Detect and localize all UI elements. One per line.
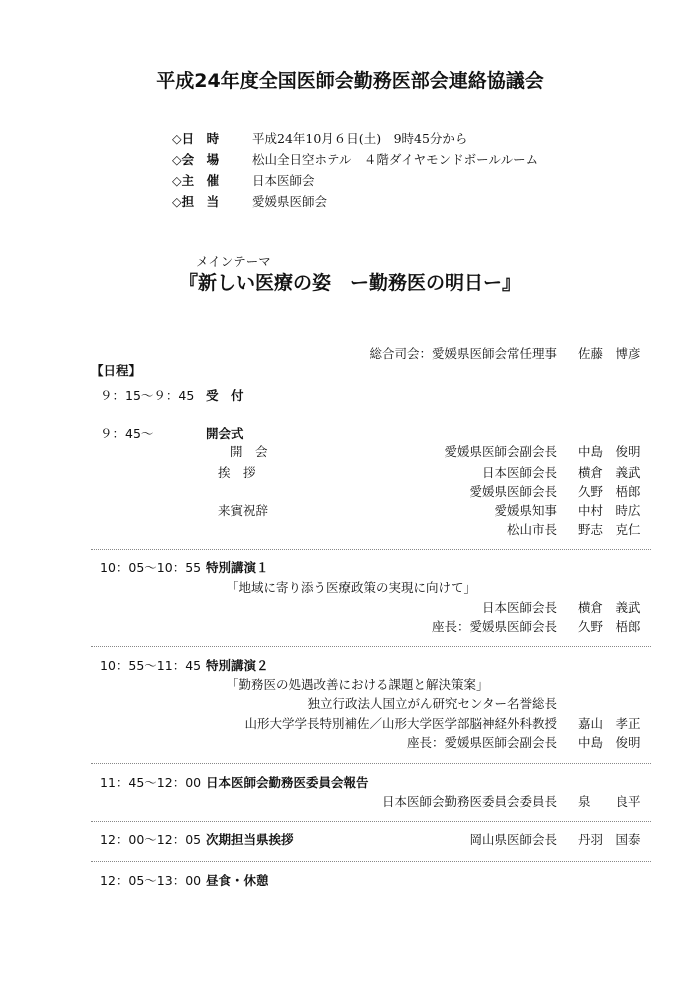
opening-kaikai: 開 会 bbox=[230, 444, 268, 459]
info-value-date: 平成24年10月６日(土) 9時45分から bbox=[252, 131, 468, 146]
info-value-venue: 松山全日空ホテル ４階ダイヤモンドボールルーム bbox=[252, 152, 539, 167]
lecture2-chair-role: 座長：愛媛県医師会副会長 bbox=[406, 735, 557, 750]
opening-role: 愛媛県知事 bbox=[494, 503, 557, 518]
report-label: 日本医師会勤務医委員会報告 bbox=[206, 775, 369, 790]
schedule-header: 【日程】 bbox=[91, 363, 142, 378]
section-divider bbox=[91, 821, 651, 822]
opening-name: 横倉 義武 bbox=[578, 465, 641, 480]
opening-name: 中村 時広 bbox=[578, 503, 641, 518]
report-name: 泉 良平 bbox=[578, 794, 641, 809]
reception-label: 受 付 bbox=[206, 388, 244, 403]
opening-aisatsu: 挨 拶 bbox=[218, 465, 256, 480]
document-title: 平成24年度全国医師会勤務医部会連絡協議会 bbox=[156, 70, 544, 92]
section-divider bbox=[91, 646, 651, 647]
info-value-host: 日本医師会 bbox=[252, 173, 315, 188]
opening-raihin: 来賓祝辞 bbox=[218, 503, 269, 518]
lecture2-chair-name: 中島 俊明 bbox=[578, 735, 641, 750]
greeting-role: 岡山県医師会長 bbox=[469, 832, 557, 847]
greeting-time: 12：00～12：05 bbox=[100, 832, 202, 847]
section-divider bbox=[91, 549, 651, 550]
lunch-time: 12：05～13：00 bbox=[100, 873, 202, 888]
lecture2-label: 特別講演２ bbox=[206, 658, 269, 673]
lecture1-speaker-name: 横倉 義武 bbox=[578, 600, 641, 615]
mc-name: 佐藤 博彦 bbox=[578, 346, 641, 361]
main-theme: 『新しい医療の姿 ー勤務医の明日ー』 bbox=[178, 272, 521, 294]
lecture1-time: 10：05～10：55 bbox=[100, 560, 202, 575]
lecture2-time: 10：55～11：45 bbox=[100, 658, 202, 673]
info-key-host: ◇主 催 bbox=[172, 173, 220, 188]
report-time: 11：45～12：00 bbox=[100, 775, 202, 790]
report-role: 日本医師会勤務医委員会委員長 bbox=[381, 794, 557, 809]
opening-time: ９：45～ bbox=[100, 426, 154, 441]
greeting-label: 次期担当県挨拶 bbox=[206, 832, 294, 847]
opening-name: 中島 俊明 bbox=[578, 444, 641, 459]
lecture2-title: 「勤務医の処遇改善における課題と解決策案」 bbox=[226, 677, 489, 692]
lecture2-speaker-name: 嘉山 孝正 bbox=[578, 716, 641, 731]
info-key-venue: ◇会 場 bbox=[172, 152, 220, 167]
info-key-date: ◇日 時 bbox=[172, 131, 220, 146]
opening-role: 愛媛県医師会長 bbox=[469, 484, 557, 499]
theme-label: メインテーマ bbox=[196, 254, 271, 269]
opening-role: 松山市長 bbox=[506, 522, 557, 537]
lecture1-speaker-role: 日本医師会長 bbox=[481, 600, 557, 615]
greeting-name: 丹羽 国泰 bbox=[578, 832, 641, 847]
opening-name: 久野 梧郎 bbox=[578, 484, 641, 499]
opening-label: 開会式 bbox=[206, 426, 244, 441]
lecture1-chair-name: 久野 梧郎 bbox=[578, 619, 641, 634]
lecture1-chair-role: 座長：愛媛県医師会長 bbox=[431, 619, 557, 634]
lecture1-label: 特別講演１ bbox=[206, 560, 269, 575]
lecture2-affiliation-2: 山形大学学長特別補佐／山形大学医学部脳神経外科教授 bbox=[244, 716, 557, 731]
section-divider bbox=[91, 763, 651, 764]
lecture2-affiliation-1: 独立行政法人国立がん研究センター名誉総長 bbox=[307, 696, 557, 711]
lunch-label: 昼食・休憩 bbox=[206, 873, 269, 888]
info-value-organizer: 愛媛県医師会 bbox=[252, 194, 328, 209]
opening-role: 日本医師会長 bbox=[481, 465, 557, 480]
reception-time: ９：15～９：45 bbox=[100, 388, 195, 403]
section-divider bbox=[91, 861, 651, 862]
mc-role: 総合司会：愛媛県医師会常任理事 bbox=[369, 346, 557, 361]
info-key-organizer: ◇担 当 bbox=[172, 194, 220, 209]
opening-role: 愛媛県医師会副会長 bbox=[444, 444, 557, 459]
lecture1-title: 「地域に寄り添う医療政策の実現に向けて」 bbox=[226, 580, 477, 595]
opening-name: 野志 克仁 bbox=[578, 522, 641, 537]
